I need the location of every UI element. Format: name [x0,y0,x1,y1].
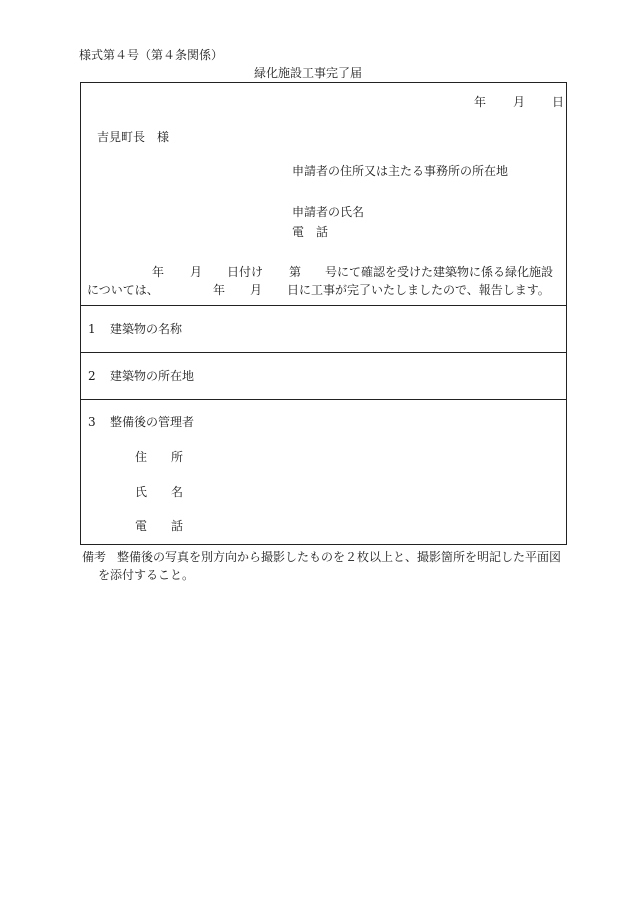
manager-phone-label: 電 話 [135,519,184,533]
divider-1 [81,305,566,306]
note-label: 備考 [82,550,107,564]
body-line1-date-suffix: 日付け [227,265,264,279]
applicant-address-label: 申請者の住所又は主たる事務所の所在地 [292,164,509,178]
document-title: 緑化施設工事完了届 [254,66,363,80]
body-line2-rest: 日に工事が完了いたしましたので、報告します。 [287,283,550,297]
body-line1-rest: 号にて確認を受けた建築物に係る緑化施設 [325,265,554,279]
item-number: 3 [88,415,96,429]
manager-address-label: 住 所 [135,450,184,464]
note-line-2: を添付すること。 [98,568,195,582]
date-year-label: 年 [474,95,487,109]
divider-2 [81,352,566,353]
form-table [80,82,567,545]
item-label: 建築物の所在地 [110,369,195,383]
form-number: 様式第４号（第４条関係） [79,48,224,62]
item-label: 建築物の名称 [110,322,183,336]
note-line-1: 整備後の写真を別方向から撮影したものを２枚以上と、撮影箇所を明記した平面図 [117,550,562,564]
addressee: 吉見町長 様 [97,130,170,144]
date-month-label: 月 [513,95,526,109]
applicant-name-label: 申請者の氏名 [292,205,365,219]
divider-3 [81,399,566,400]
body-line1-year: 年 [152,265,165,279]
item-number: 2 [88,369,96,383]
body-line2-year: 年 [213,283,226,297]
body-line2-month: 月 [250,283,263,297]
item-label: 整備後の管理者 [110,415,195,429]
manager-name-label: 氏 名 [135,485,184,499]
applicant-phone-label: 電 話 [292,225,329,239]
body-line1-month: 月 [190,265,203,279]
date-day-label: 日 [552,95,565,109]
body-line2-start: については、 [87,283,159,297]
body-line1-dai: 第 [289,265,302,279]
item-number: 1 [88,322,96,336]
